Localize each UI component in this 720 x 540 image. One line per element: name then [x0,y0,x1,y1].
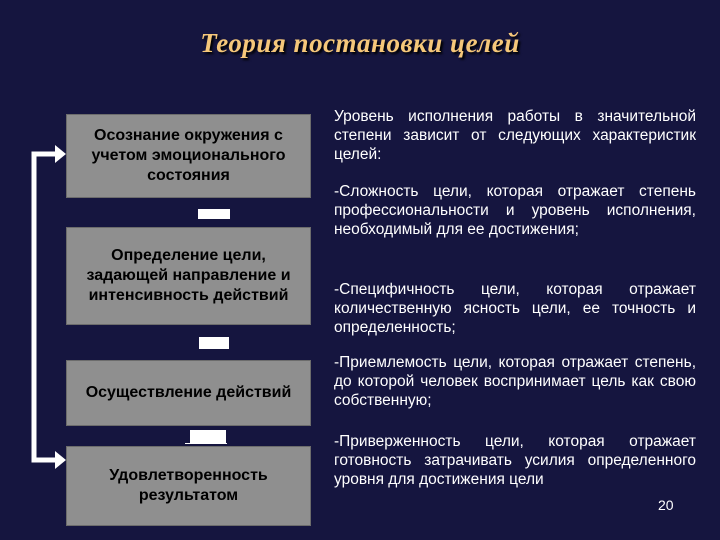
flow-connector-3 [190,430,226,443]
intro-text: Уровень исполнения работы в значительной степени зависит от следующих характеристик целей: [334,108,696,163]
characteristic-acceptance: -Приемлемость цели, которая отражает степень, до которой человек воспринимает цель как свою собственную; [334,354,696,409]
flow-step-action: Осуществление действий [66,360,311,426]
slide-title: Теория постановки целей [200,28,520,58]
flow-connector-2 [199,337,229,349]
characteristic-commitment: -Приверженность цели, которая отражает готовность затрачивать усилия определенного уровня для достижения цели [334,433,696,488]
flow-step-awareness: Осознание окружения с учетом эмоционального состояния [66,114,311,198]
flow-step-goal-setting: Определение цели, задающей направление и интенсивность действий [66,227,311,325]
flow-connector-1 [198,209,230,219]
page-number: 20 [658,497,674,513]
flow-step-satisfaction: Удовлетворенность результатом [66,446,311,526]
characteristic-specificity: -Специфичность цели, которая отражает количественную ясность цели, ее точность и определенность; [334,281,696,336]
characteristic-complexity: -Сложность цели, которая отражает степень профессиональности и уровень исполнения, необходимый для ее достижения; [334,183,696,238]
flow-connector-3-base [185,443,227,444]
